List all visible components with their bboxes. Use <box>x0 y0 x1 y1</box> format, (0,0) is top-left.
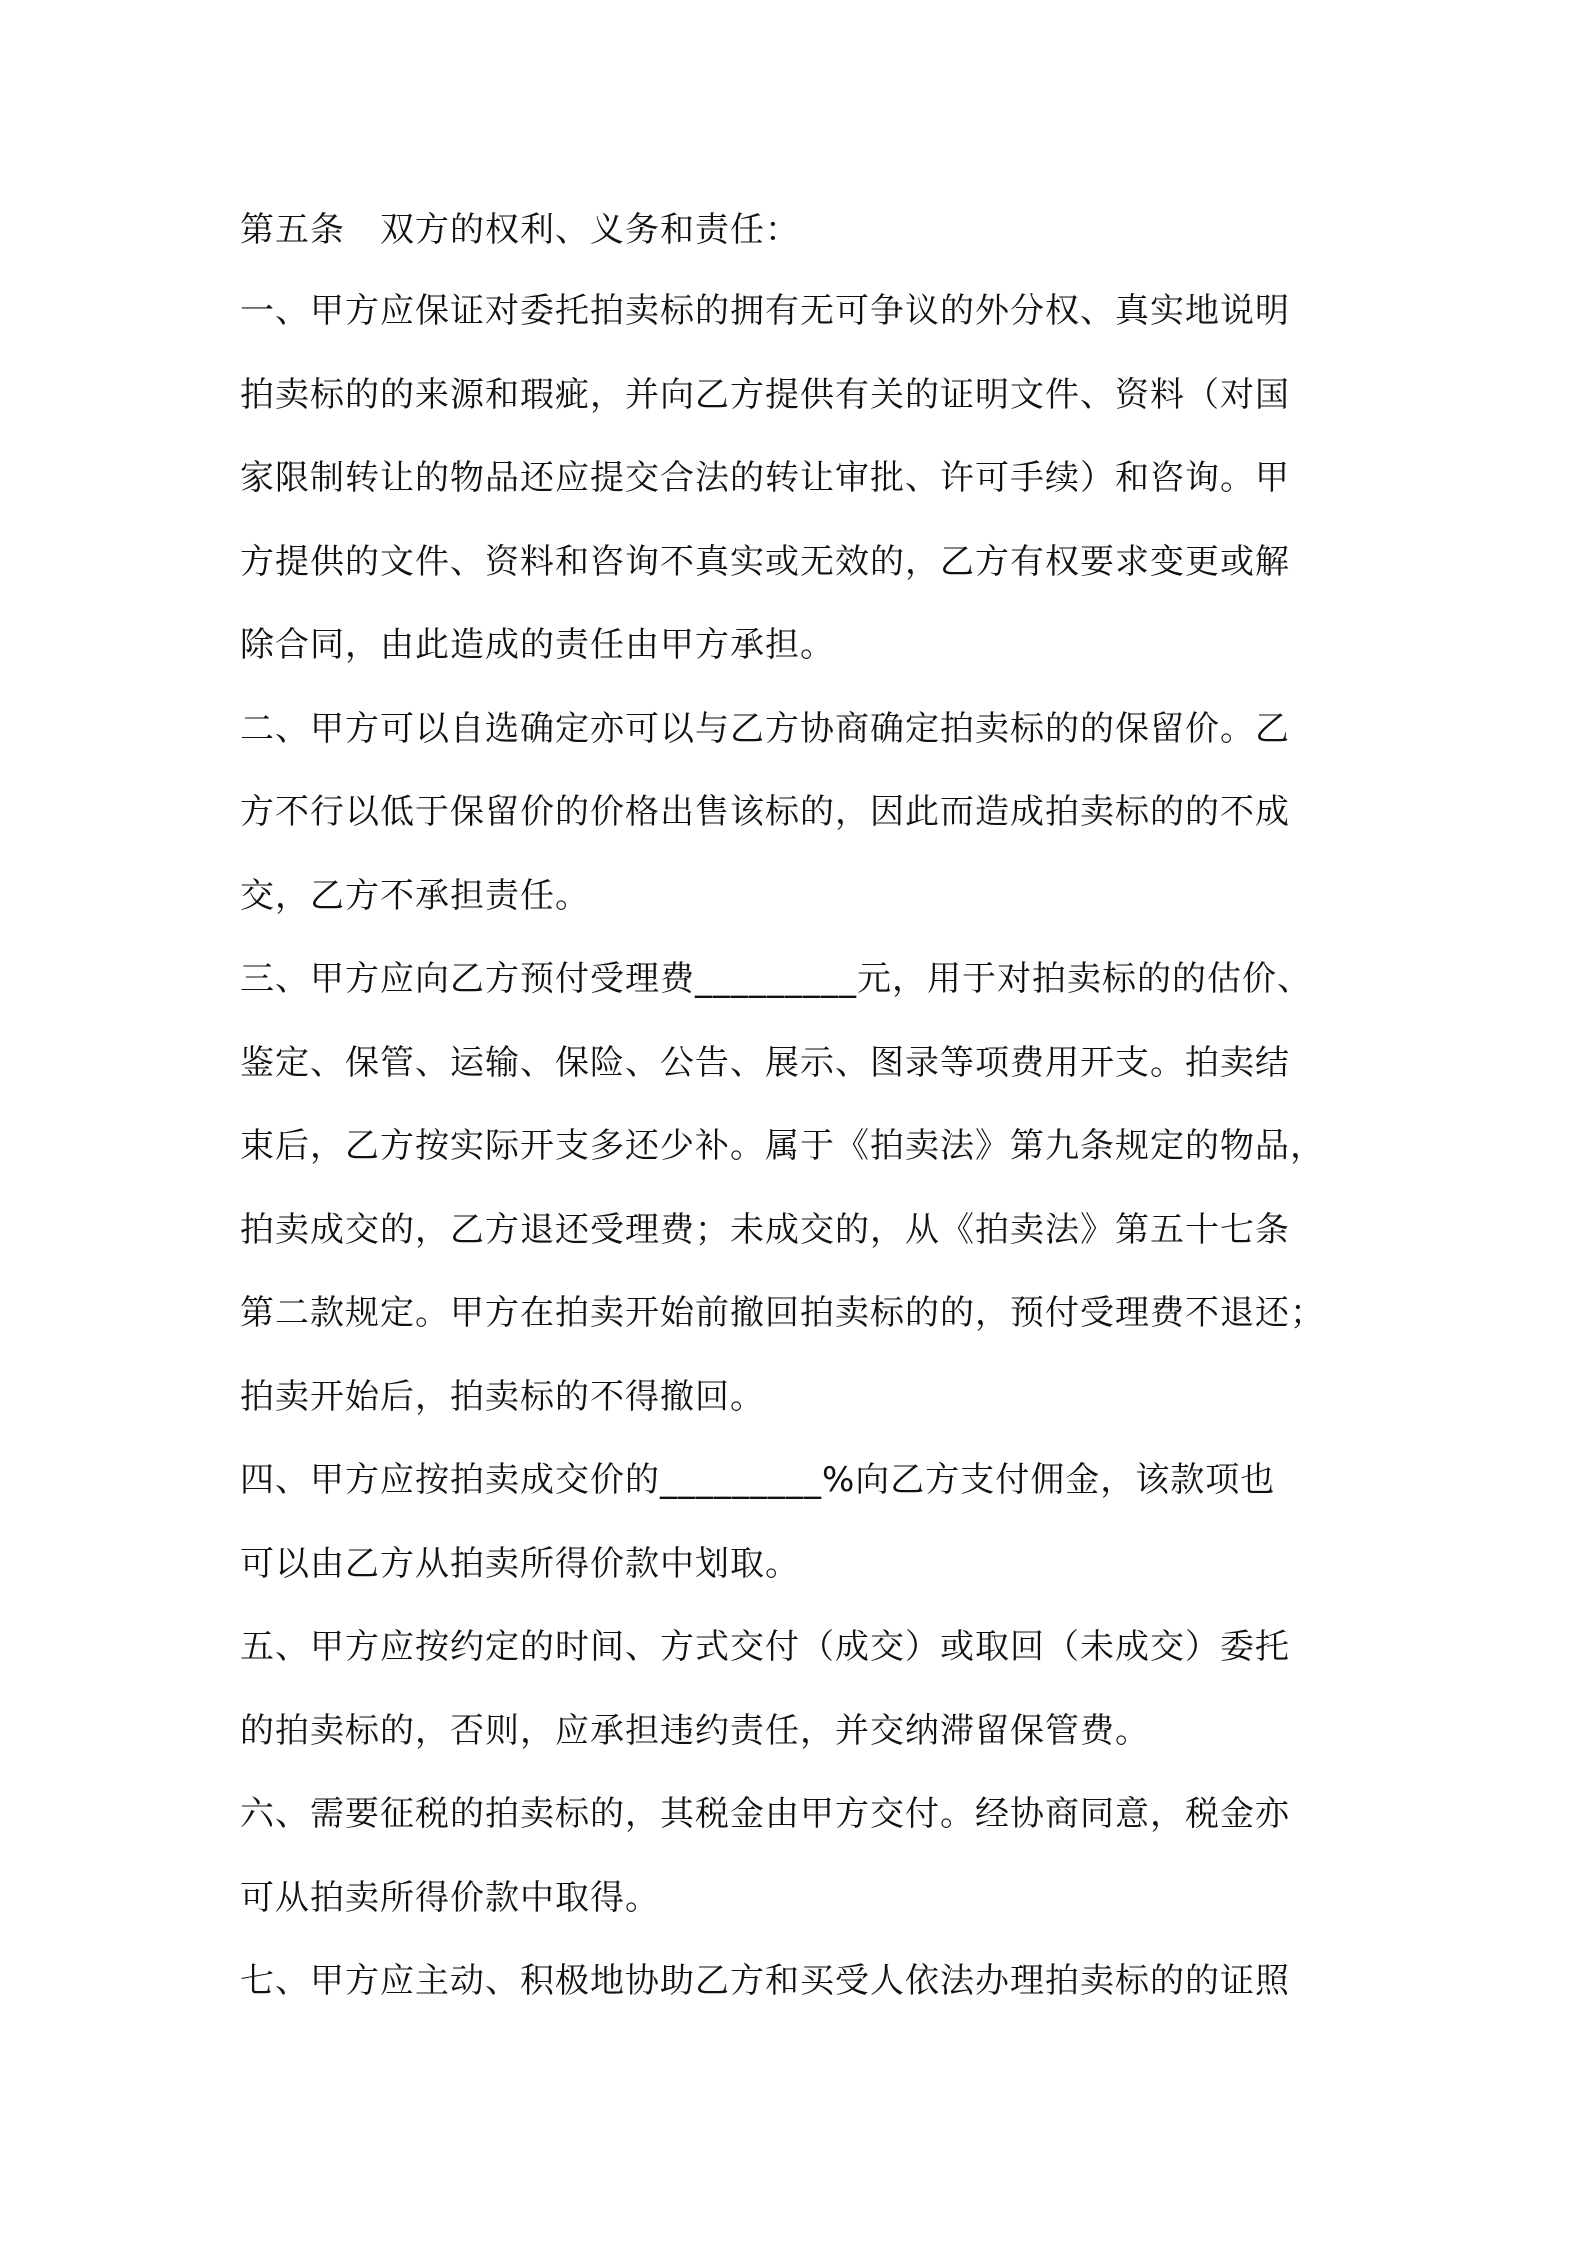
text-line: 拍卖成交的，乙方退还受理费；未成交的，从《拍卖法》第五十七条 <box>240 1209 1290 1250</box>
text-line: 三、甲方应向乙方预付受理费_________元，用于对拍卖标的的估价、 <box>240 959 1312 999</box>
clause-6 <box>240 1773 1350 1940</box>
text-line: 家限制转让的物品还应提交合法的转让审批、许可手续）和咨询。甲 <box>240 458 1290 498</box>
text-line: 五、甲方应按约定的时间、方式交付（成交）或取回（未成交）委托 <box>240 1627 1290 1667</box>
text-line: 可从拍卖所得价款中取得。 <box>240 1877 660 1918</box>
text-line: 二、甲方可以自选确定亦可以与乙方协商确定拍卖标的的保留价。乙 <box>240 708 1290 749</box>
text-line: 除合同，由此造成的责任由甲方承担。 <box>240 625 835 665</box>
text-line: 七、甲方应主动、积极地协助乙方和买受人依法办理拍卖标的的证照 <box>240 1961 1290 2001</box>
text-line: 六、需要征税的拍卖标的，其税金由甲方交付。经协商同意，税金亦 <box>240 1794 1290 1834</box>
clause-2 <box>240 688 1350 939</box>
text-line: 方提供的文件、资料和咨询不真实或无效的，乙方有权要求变更或解 <box>240 541 1290 582</box>
text-line: 交，乙方不承担责任。 <box>240 875 590 916</box>
text-line: 可以由乙方从拍卖所得价款中划取。 <box>240 1543 800 1584</box>
clause-5 <box>240 1606 1350 1773</box>
article-heading: 第五条 双方的权利、义务和责任： <box>240 210 800 250</box>
text-line: 方不行以低于保留价的价格出售该标的，因此而造成拍卖标的的不成 <box>240 792 1290 832</box>
text-line: 拍卖标的的来源和瑕疵，并向乙方提供有关的证明文件、资料（对国 <box>240 374 1290 415</box>
text-line: 束后，乙方按实际开支多还少补。属于《拍卖法》第九条规定的物品， <box>240 1126 1325 1166</box>
clause-7 <box>240 1940 1350 2024</box>
text-line: 的拍卖标的，否则，应承担违约责任，并交纳滞留保管费。 <box>240 1710 1150 1751</box>
clause-3 <box>240 938 1350 1439</box>
clause-4 <box>240 1439 1350 1606</box>
text-line: 四、甲方应按拍卖成交价的_________%向乙方支付佣金，该款项也 <box>240 1460 1276 1500</box>
text-line: 一、甲方应保证对委托拍卖标的拥有无可争议的外分权、真实地说明 <box>240 291 1290 331</box>
text-line: 拍卖开始后，拍卖标的不得撤回。 <box>240 1376 765 1417</box>
text-line: 鉴定、保管、运输、保险、公告、展示、图录等项费用开支。拍卖结 <box>240 1042 1290 1083</box>
document-body <box>240 190 1350 2024</box>
text-line: 第二款规定。甲方在拍卖开始前撤回拍卖标的的，预付受理费不退还； <box>240 1293 1325 1333</box>
clause-1 <box>240 270 1350 688</box>
